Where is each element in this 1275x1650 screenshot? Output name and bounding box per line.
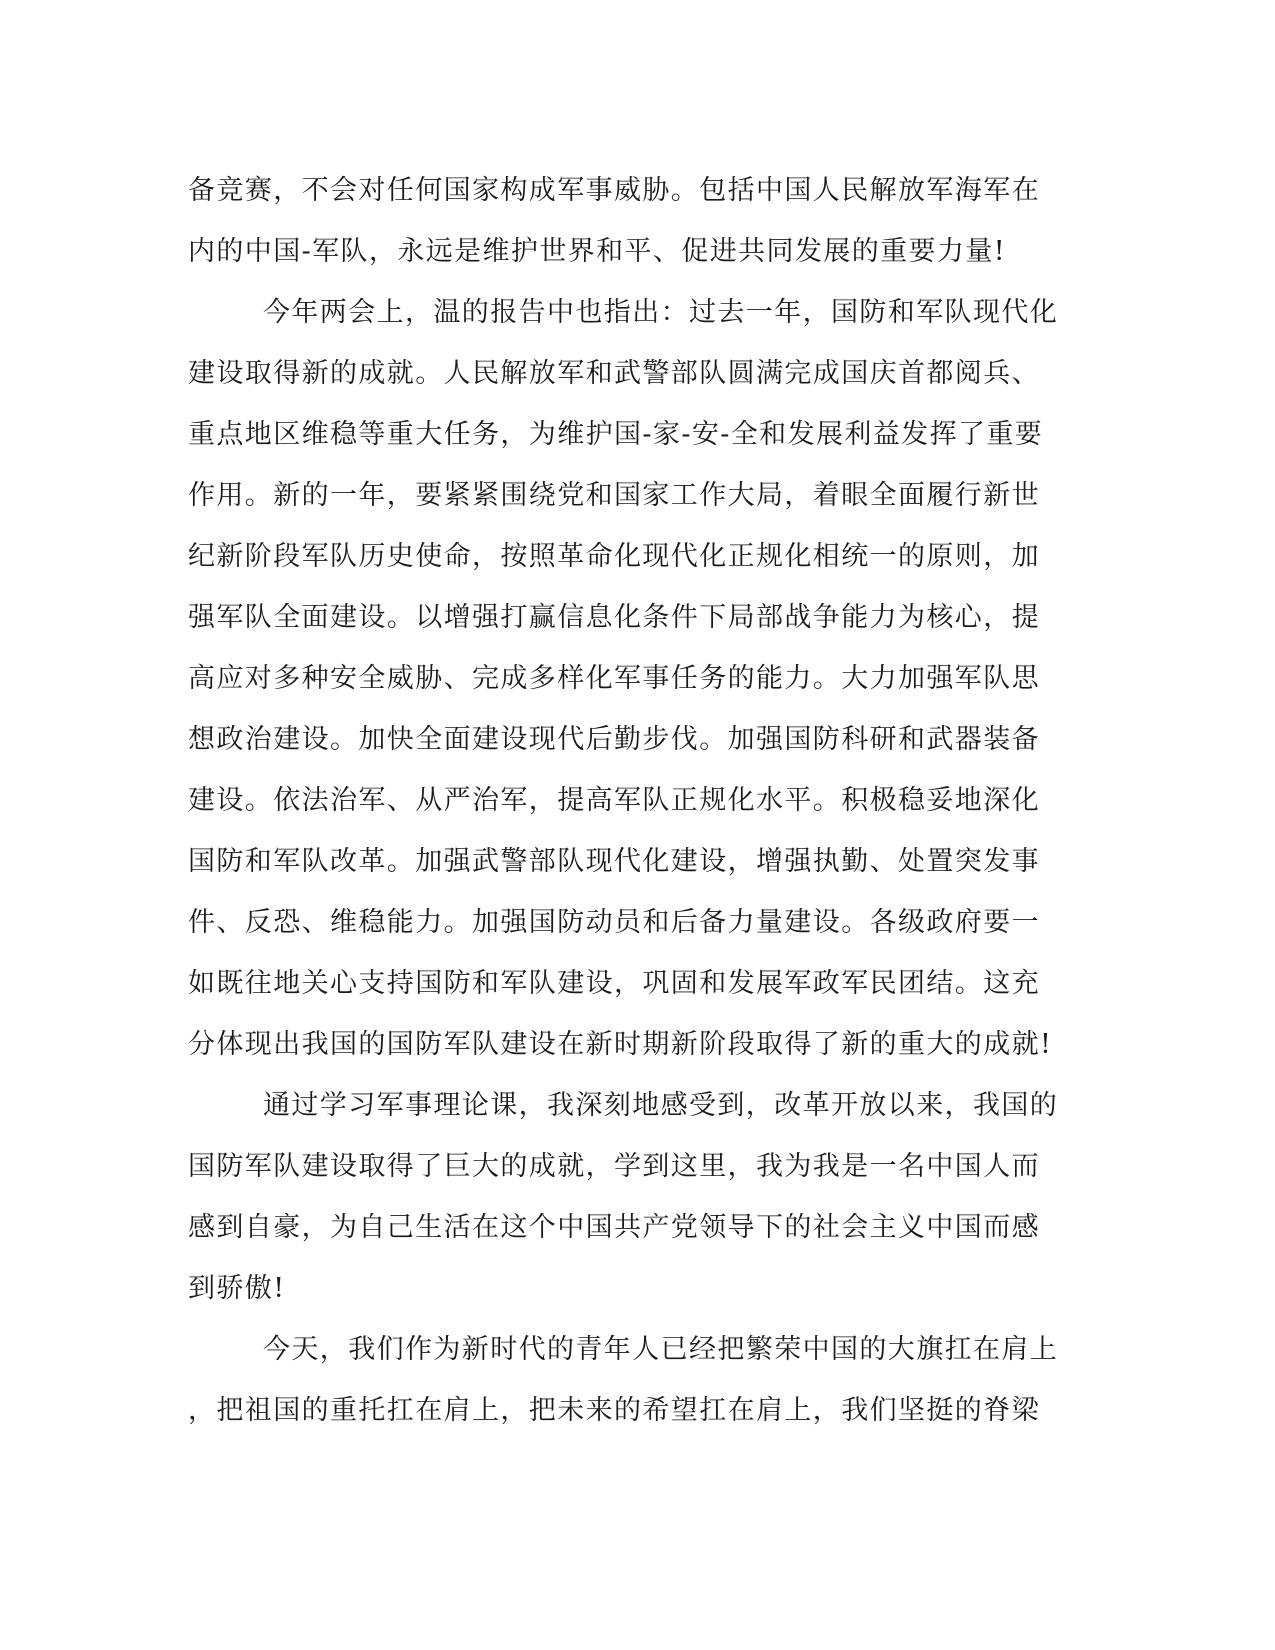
text-line: 国防和军队改革。加强武警部队现代化建设，增强执勤、处置突发事 <box>188 846 1040 877</box>
text-line: 内的中国-军队，永远是维护世界和平、促进共同发展的重要力量! <box>188 236 1006 267</box>
text-line: 感到自豪，为自己生活在这个中国共产党领导下的社会主义中国而感 <box>188 1212 1040 1243</box>
text-line: 强军队全面建设。以增强打赢信息化条件下局部战争能力为核心，提 <box>188 602 1040 633</box>
text-line: 国防军队建设取得了巨大的成就，学到这里，我为我是一名中国人而 <box>188 1151 1040 1182</box>
text-line: ，把祖国的重托扛在肩上，把未来的希望扛在肩上，我们坚挺的脊梁 <box>188 1395 1040 1426</box>
text-line: 高应对多种安全威胁、完成多样化军事任务的能力。大力加强军队思 <box>188 663 1040 694</box>
text-line: 作用。新的一年，要紧紧围绕党和国家工作大局，着眼全面履行新世 <box>188 480 1040 511</box>
document-body <box>188 160 1078 1441</box>
text-line: 件、反恐、维稳能力。加强国防动员和后备力量建设。各级政府要一 <box>188 907 1040 938</box>
text-line: 建设取得新的成就。人民解放军和武警部队圆满完成国庆首都阅兵、 <box>188 358 1040 389</box>
text-line: 到骄傲! <box>188 1273 286 1304</box>
text-line: 建设。依法治军、从严治军，提高军队正规化水平。积极稳妥地深化 <box>188 785 1040 816</box>
text-line: 今天，我们作为新时代的青年人已经把繁荣中国的大旗扛在肩上 <box>263 1334 1059 1365</box>
text-line: 想政治建设。加快全面建设现代后勤步伐。加强国防科研和武器装备 <box>188 724 1040 755</box>
text-line: 今年两会上，温的报告中也指出：过去一年，国防和军队现代化 <box>263 297 1059 328</box>
text-line: 重点地区维稳等重大任务，为维护国-家-安-全和发展利益发挥了重要 <box>188 419 1044 450</box>
text-line: 如既往地关心支持国防和军队建设，巩固和发展军政军民团结。这充 <box>188 968 1040 999</box>
text-line: 通过学习军事理论课，我深刻地感受到，改革开放以来，我国的 <box>263 1090 1059 1121</box>
text-line: 分体现出我国的国防军队建设在新时期新阶段取得了新的重大的成就! <box>188 1029 1053 1060</box>
text-line: 纪新阶段军队历史使命，按照革命化现代化正规化相统一的原则，加 <box>188 541 1040 572</box>
text-line: 备竞赛，不会对任何国家构成军事威胁。包括中国人民解放军海军在 <box>188 175 1040 206</box>
